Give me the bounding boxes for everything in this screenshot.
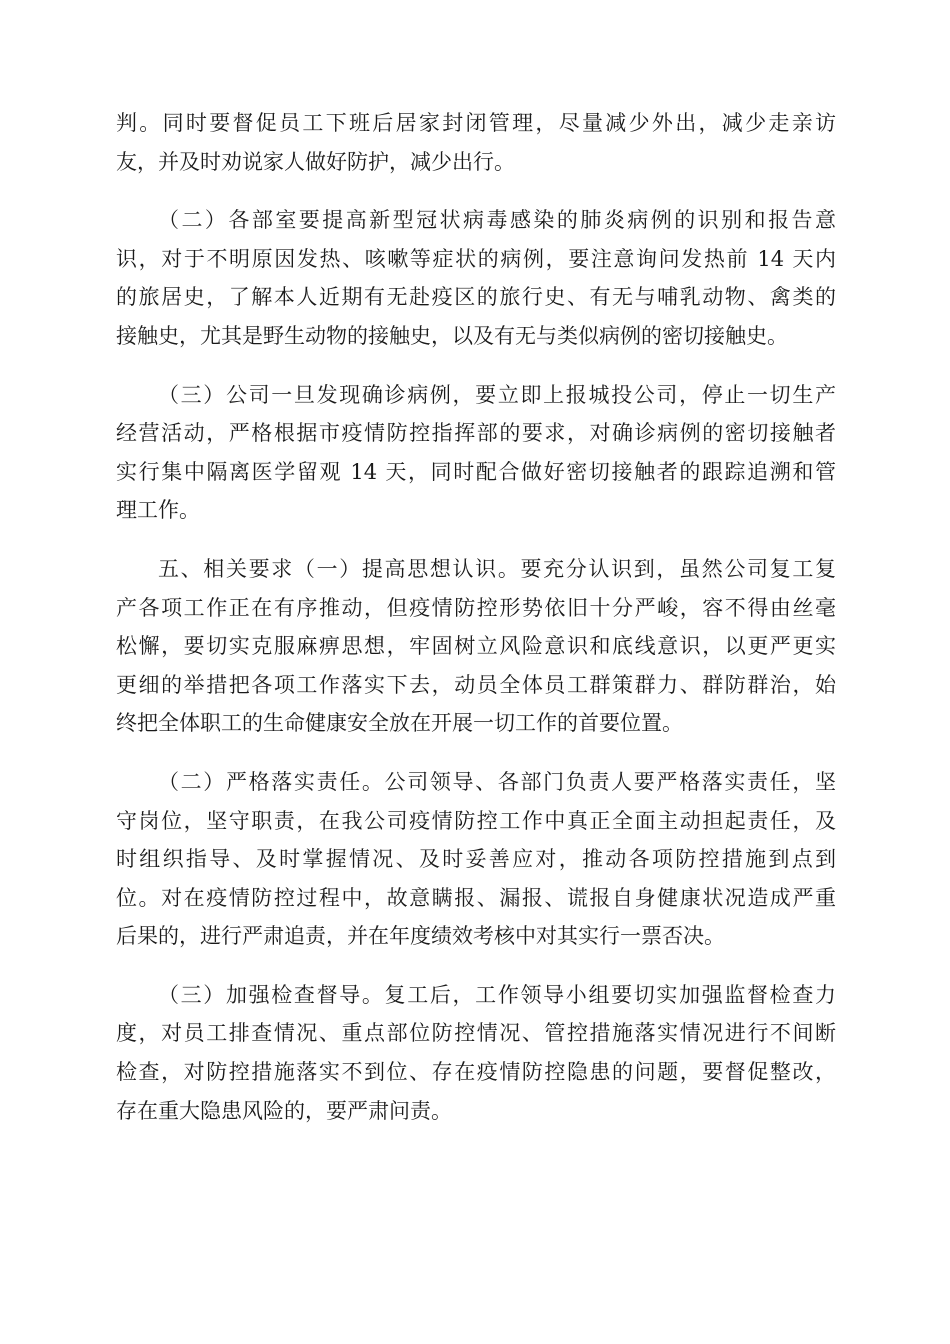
text-line: 时组织指导、及时掌握情况、及时妥善应对，推动各项防控措施到点到 (116, 847, 836, 872)
text-line: 松懈，要切实克服麻痹思想，牢固树立风险意识和底线意识，以更严更实 (116, 634, 836, 659)
text-line: 存在重大隐患风险的，要严肃问责。 (116, 1098, 452, 1123)
paragraph-inspection (116, 976, 836, 1130)
paragraph-requirements (116, 550, 836, 743)
text-line: 友，并及时劝说家人做好防护，减少出行。 (116, 149, 515, 174)
text-line: 接触史，尤其是野生动物的接触史，以及有无与类似病例的密切接触史。 (116, 323, 788, 348)
text-line: 位。对在疫情防控过程中，故意瞒报、漏报、谎报自身健康状况造成严重 (116, 885, 836, 910)
text-line: 理工作。 (116, 498, 200, 523)
text-line: 实行集中隔离医学留观 14 天，同时配合做好密切接触者的跟踪追溯和管 (116, 459, 836, 484)
text-line: 判。同时要督促员工下班后居家封闭管理，尽量减少外出，减少走亲访 (116, 111, 836, 135)
text-line: 五、相关要求（一）提高思想认识。要充分认识到，虽然公司复工复 (158, 556, 836, 581)
text-line: 的旅居史，了解本人近期有无赴疫区的旅行史、有无与哺乳动物、禽类的 (116, 285, 836, 310)
text-line: 识，对于不明原因发热、咳嗽等症状的病例，要注意询问发热前 14 天内 (116, 246, 836, 271)
text-line: 守岗位，坚守职责，在我公司疫情防控工作中真正全面主动担起责任，及 (116, 808, 836, 833)
text-line: 经营活动，严格根据市疫情防控指挥部的要求，对确诊病例的密切接触者 (116, 421, 836, 446)
text-line: 度，对员工排查情况、重点部位防控情况、管控措施落实情况进行不间断 (116, 1021, 836, 1046)
text-line: （三）公司一旦发现确诊病例，要立即上报城投公司，停止一切生产 (158, 382, 836, 407)
paragraph-continuation (116, 104, 836, 181)
document-body (116, 104, 836, 1150)
paragraph-confirmed-case (116, 376, 836, 530)
text-line: （三）加强检查督导。复工后，工作领导小组要切实加强监督检查力 (158, 982, 836, 1007)
text-line: 产各项工作正在有序推动，但疫情防控形势依旧十分严峻，容不得由丝毫 (116, 595, 836, 620)
text-line: 检查，对防控措施落实不到位、存在疫情防控隐患的问题，要督促整改， (116, 1060, 836, 1085)
text-line: 终把全体职工的生命健康安全放在开展一切工作的首要位置。 (116, 711, 683, 736)
text-line: 更细的举措把各项工作落实下去，动员全体员工群策群力、群防群治，始 (116, 672, 836, 697)
text-line: 后果的，进行严肃追责，并在年度绩效考核中对其实行一票否决。 (116, 924, 725, 949)
paragraph-identification (116, 201, 836, 355)
text-line: （二）各部室要提高新型冠状病毒感染的肺炎病例的识别和报告意 (158, 208, 836, 233)
paragraph-responsibility (116, 763, 836, 956)
text-line: （二）严格落实责任。公司领导、各部门负责人要严格落实责任，坚 (158, 769, 836, 794)
